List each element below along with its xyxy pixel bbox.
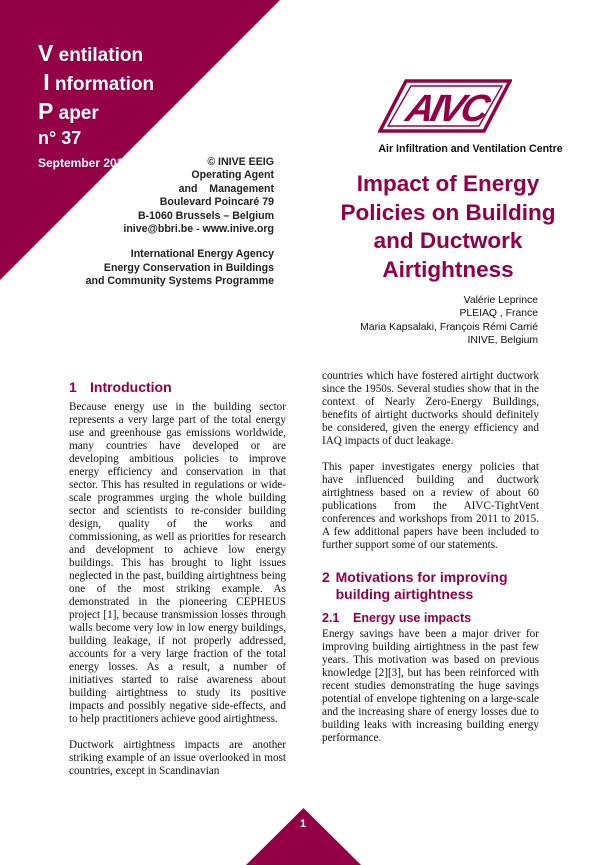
page-triangle-shape xyxy=(246,808,361,865)
subsection-heading-energy-use xyxy=(322,610,539,626)
program-line: and Community Systems Programme xyxy=(85,275,274,288)
subsection-number: 2.1 xyxy=(322,611,340,625)
program-line: Energy Conservation in Buildings xyxy=(103,261,274,274)
author-affiliation: INIVE, Belgium xyxy=(467,335,538,347)
title-line: Airtightness xyxy=(382,256,514,282)
author-name: Maria Kapsalaki, François Rémi Carrié xyxy=(360,321,538,333)
section-title: Motivations for improving building airtightness xyxy=(335,569,508,602)
subsection-title: Energy use impacts xyxy=(353,611,472,625)
series-word-2: nformation xyxy=(54,74,155,95)
title-line: Impact of Energy xyxy=(356,171,540,196)
page-number: 1 xyxy=(299,818,307,830)
body-paragraph: Because energy use in the building sector represents a very large part of the total energy use and greenhouse gas emissions worldwide, many countries have developed or are developing ambitious policies to improve energy efficiency and conservation in that sector. This has resulted in regulations or wide-scale programmes urging the whole building sector and scientists to re-consider building design, quality of the works and commissioning, as well as priorities for research and development to achieve low energy buildings. This has brought to light issues neglected in the past, building airtightness being one of the most striking example. As demonstrated in the pioneering CEPHEUS project [1], because transmission losses through walls become very low in low energy buildings, building leakage, if not properly addressed, accounts for a very large fraction of the total energy losses. As a result, a number of initiatives started to raise awareness about building airtightness to study its positive impacts and possibly negative side-effects, and to help practitioners achieve good airtightness. xyxy=(69,401,286,725)
initial-v: V xyxy=(38,40,54,66)
contact-line: and Management xyxy=(178,182,274,195)
contact-line: © INIVE EEIG xyxy=(207,156,274,168)
title-line: Policies on Building xyxy=(340,199,556,225)
series-line-information xyxy=(38,69,154,98)
page-number-triangle xyxy=(246,808,361,865)
series-word-3: aper xyxy=(58,103,99,124)
section-number: 2 xyxy=(322,569,330,585)
paper-number: n° 37 xyxy=(38,128,82,148)
initial-p: P xyxy=(38,98,54,124)
series-line-ventilation xyxy=(38,40,154,69)
document-title xyxy=(318,170,578,284)
logo-text: AIVC xyxy=(401,87,492,130)
series-line-paper xyxy=(38,98,154,127)
series-title xyxy=(38,40,154,170)
authors-block xyxy=(360,294,538,348)
contact-line: B-1060 Brussels – Belgium xyxy=(137,209,274,222)
aivc-logo xyxy=(378,79,512,133)
body-paragraph: This paper investigates energy policies that have influenced building and ductwork airtightness based on a review of about 60 publications from the AIVC-TightVent conferences and workshops from 2011 to 2015. A few additional papers have been included to further support some of our statements. xyxy=(322,461,539,551)
organization-name: Air Infiltration and Ventilation Centre xyxy=(378,143,563,155)
author-affiliation: PLEIAQ , France xyxy=(459,308,538,320)
author-name: Valérie Leprince xyxy=(463,295,538,306)
publisher-contact xyxy=(86,156,274,289)
section-heading-motivations xyxy=(322,569,539,603)
contact-line: Boulevard Poincaré 79 xyxy=(159,196,274,209)
program-line: International Energy Agency xyxy=(130,248,274,261)
title-line: and Ductwork xyxy=(373,228,523,253)
body-paragraph-continuation: countries which have fostered airtight ductwork since the 1950s. Several studies show that in the context of Nearly Zero-Energy Buildings, benefits of airtight ductworks should definitely be considered, given the energy efficiency and IAQ impacts of duct leakage. xyxy=(322,370,539,447)
right-column xyxy=(322,370,539,745)
contact-email-web[interactable]: inive@bbri.be - www.inive.org xyxy=(123,223,274,236)
body-paragraph-continued: Ductwork airtightness impacts are another striking example of an issue overlooked in most countries, except in Scandinavian xyxy=(69,739,286,777)
section-heading-introduction xyxy=(69,379,286,396)
body-paragraph: Energy savings have been a major driver for improving building airtightness in the past few years. This motivation was based on previous knowledge [2][3], but has been reinforced with recent studies demonstrating the huge savings potential of envelope tightening on a large-scale and the increasing share of energy losses due to building leaks with increasing building energy performance. xyxy=(322,628,539,744)
contact-line: Operating Agent xyxy=(191,169,274,182)
initial-i: I xyxy=(43,69,50,95)
section-number: 1 xyxy=(69,379,77,395)
section-title: Introduction xyxy=(90,379,172,395)
left-column xyxy=(69,379,286,778)
publication-date: September 2017 xyxy=(38,156,131,170)
series-word-1: entilation xyxy=(58,45,144,66)
